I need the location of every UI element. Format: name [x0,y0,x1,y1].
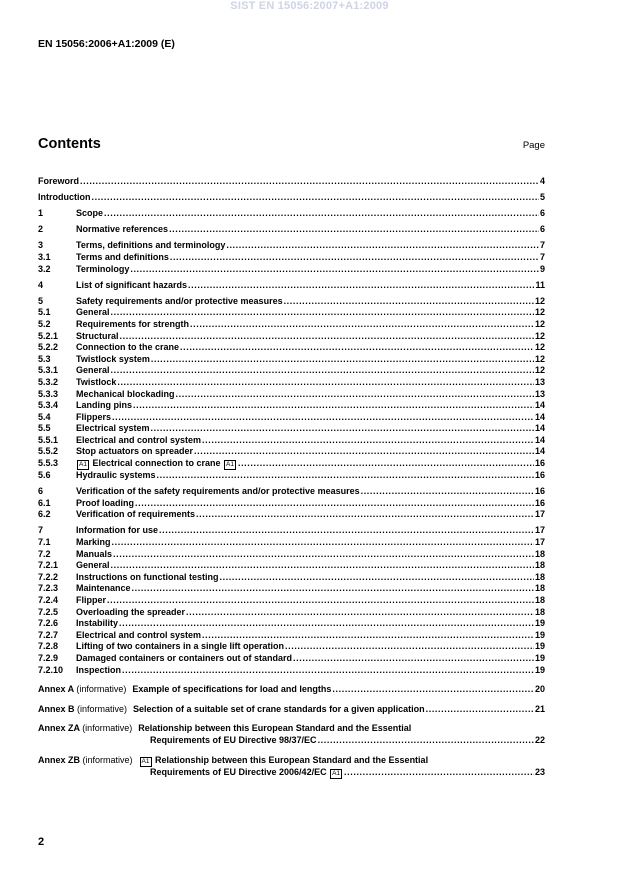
dot-leader [119,618,534,630]
dot-leader [112,412,534,424]
toc-title: Electrical and control system [76,629,202,640]
toc-page: 5 [539,192,545,203]
page-column-label: Page [522,140,545,151]
toc-entry-foreword[interactable] [38,176,545,188]
toc-title: Connection to the crane [76,342,180,353]
annex-title: Selection of a suitable set of crane standards for a given application [133,703,425,714]
toc-page: 6 [539,224,545,235]
toc-entry[interactable] [38,470,545,482]
toc-entry[interactable] [38,525,545,537]
toc-page: 14 [534,400,545,411]
toc-entry[interactable] [38,296,545,308]
toc-page: 7 [539,240,545,251]
toc-title: Verification of requirements [76,509,196,520]
toc-entry[interactable] [38,435,545,447]
annex-id: Annex B [38,703,75,714]
toc-title: Introduction [38,192,91,203]
dot-leader [132,583,534,595]
toc-number: 5.5 [38,423,51,434]
toc-entry[interactable] [38,208,545,220]
dot-leader [285,641,534,653]
toc-number: 1 [38,208,44,219]
dot-leader [188,280,534,292]
toc-entry[interactable] [38,264,545,276]
toc-number: 5.1 [38,307,51,318]
dot-leader [92,192,539,204]
toc-title: Manuals [76,548,113,559]
dot-leader [202,435,534,447]
dot-leader [180,342,534,354]
toc-page: 19 [534,618,545,629]
annex-title-wrap [139,755,429,767]
toc-title: Overloading the spreader [76,606,186,617]
toc-page: 12 [534,318,545,329]
annex-kind: (informative) [82,754,133,765]
dot-leader [332,684,534,696]
annex-line [38,735,545,747]
toc-title: Foreword [38,176,80,186]
toc-number: 5.3.3 [38,388,59,399]
toc-title: Twistlock [76,376,117,387]
toc-title: Safety requirements and/or protective measures [76,295,283,306]
toc-title: Twistlock system [76,353,150,364]
annex-label [38,755,133,767]
toc-page: 14 [534,423,545,434]
annex-line [38,723,545,735]
toc-entry[interactable] [38,240,545,252]
toc-entry[interactable] [38,224,545,236]
toc-page: 16 [534,458,545,469]
toc-number: 6.1 [38,497,51,508]
dot-leader [361,486,534,498]
annex-line [38,684,545,696]
toc-entry[interactable] [38,583,545,595]
toc-number: 7 [38,525,44,536]
toc-page: 12 [534,307,545,318]
amendment-end-icon: A1 [226,461,234,469]
dot-leader [190,319,534,331]
annex-title: Example of specifications for load and lengths [132,684,332,695]
toc-page: 4 [539,176,545,186]
toc-title: Hydraulic systems [76,470,156,481]
toc-entry[interactable] [38,641,545,653]
toc-number: 6.2 [38,509,51,520]
toc-number: 5.6 [38,470,51,481]
toc-title: Electrical connection to crane [92,458,221,469]
toc-number: 7.2.7 [38,629,59,640]
dot-leader [111,560,534,572]
toc-entry[interactable] [38,458,545,470]
toc-number: 7.2.2 [38,571,59,582]
toc-entry[interactable] [38,665,545,677]
toc-title: Marking [76,537,111,548]
toc-number: 5.4 [38,411,51,422]
toc-page: 23 [534,766,545,777]
dot-leader [135,498,534,510]
toc-entry[interactable] [38,595,545,607]
toc-title: Instructions on functional testing [76,571,219,582]
toc-title: Damaged containers or containers out of standard [76,652,293,663]
toc-page: 16 [534,497,545,508]
toc-entry[interactable] [38,630,545,642]
toc-page: 12 [534,353,545,364]
toc-page: 14 [534,434,545,445]
toc-page: 13 [534,388,545,399]
dot-leader [194,446,534,458]
toc-title: Terms, definitions and terminology [76,240,226,251]
annex-line [38,767,545,779]
toc-title: Normative references [76,224,169,235]
toc-entry[interactable] [38,446,545,458]
annex-id: Annex ZB [38,754,81,765]
toc-entry[interactable] [38,377,545,389]
toc-title: Instability [76,618,119,629]
toc-page: 19 [534,641,545,652]
dot-leader [426,704,534,716]
toc-entry[interactable] [38,549,545,561]
dot-leader [293,653,534,665]
annex-title-cont: Requirements of EU Directive 98/37/EC [150,734,317,745]
dot-leader [130,264,539,276]
annex-title-wrap [133,704,425,716]
toc-number: 5.2.2 [38,342,59,353]
toc-title: Stop actuators on spreader [76,446,194,457]
annex-title-wrap [150,767,343,779]
toc-page: 18 [534,548,545,559]
toc-page: 18 [534,606,545,617]
toc-annex-entry[interactable] [38,723,545,746]
toc-entry[interactable] [38,365,545,377]
toc-title: Flipper [76,595,107,605]
toc-entry-introduction[interactable] [38,192,545,204]
toc-entry[interactable] [38,618,545,630]
toc-number: 7.2 [38,548,51,559]
dot-leader [170,252,539,264]
toc-number: 7.2.5 [38,606,59,617]
toc-entry[interactable] [38,307,545,319]
toc-title: Terminology [76,263,130,274]
toc-entry[interactable] [38,354,545,366]
toc-number: 5.5.2 [38,446,59,457]
toc-entry[interactable] [38,412,545,424]
dot-leader [107,595,534,607]
dot-leader [159,525,534,537]
toc-page: 19 [534,629,545,640]
annex-title: Relationship between this European Standard and the Essential [138,723,412,734]
dot-leader [133,400,534,412]
toc-page: 14 [534,446,545,457]
annex-kind: (informative) [77,703,128,714]
dot-leader [186,607,534,619]
toc-entry[interactable] [38,607,545,619]
toc-page: 20 [534,684,545,695]
dot-leader [151,423,534,435]
annex-label [38,684,126,696]
annex-kind: (informative) [82,723,133,734]
toc-number: 3 [38,240,44,251]
table-of-contents [38,176,545,779]
toc-entry[interactable] [38,389,545,401]
toc-page: 14 [534,411,545,422]
toc-entry[interactable] [38,342,545,354]
toc-page: 16 [534,470,545,481]
dot-leader [344,767,534,779]
toc-number: 5.3.1 [38,365,59,376]
toc-number: 7.2.6 [38,618,59,629]
toc-page: 13 [534,376,545,387]
toc-number: 7.2.9 [38,652,59,663]
toc-page: 18 [534,571,545,582]
dot-leader [226,240,539,252]
toc-entry[interactable] [38,280,545,292]
annex-kind: (informative) [76,684,127,695]
toc-entry[interactable] [38,331,545,343]
toc-title: Terms and definitions [76,251,169,262]
toc-entry[interactable] [38,653,545,665]
dot-leader [104,208,539,220]
toc-number: 7.2.8 [38,641,59,652]
toc-number: 5.5.3 [38,458,59,469]
toc-entry[interactable] [38,423,545,435]
toc-page: 19 [534,652,545,663]
amendment-end-icon: A1 [332,769,341,777]
toc-annexes [38,684,545,778]
toc-number: 7.2.10 [38,664,64,675]
toc-title: Verification of the safety requirements and/or protective measures [76,486,360,497]
toc-page: 12 [534,365,545,376]
contents-title: Contents [38,136,101,152]
toc-page: 17 [534,509,545,520]
toc-page: 18 [534,583,545,594]
dot-leader [117,377,534,389]
toc-entry[interactable] [38,252,545,264]
toc-title: Inspection [76,664,122,675]
toc-title-amended [76,458,237,470]
toc-number: 4 [38,279,44,290]
toc-title: Structural [76,330,119,341]
toc-title: Requirements for strength [76,318,190,329]
annex-title: Relationship between this European Standard and the Essential [155,754,429,765]
toc-number: 5.2.1 [38,330,59,341]
annex-label [38,704,127,716]
toc-entry[interactable] [38,498,545,510]
toc-entry[interactable] [38,537,545,549]
dot-leader [113,549,534,561]
dot-leader [284,296,534,308]
toc-annex-entry[interactable] [38,755,545,779]
toc-page: 11 [535,279,545,290]
toc-page: 7 [539,251,545,262]
toc-entry[interactable] [38,400,545,412]
dot-leader [111,365,534,377]
dot-leader [80,176,539,188]
toc-entry[interactable] [38,509,545,521]
toc-page: 12 [534,330,545,341]
toc-title: List of significant hazards [76,279,188,290]
dot-leader [176,389,534,401]
toc-page: 6 [539,208,545,219]
toc-page: 22 [534,734,545,745]
amendment-start-icon: A1 [141,757,150,765]
toc-number: 7.2.3 [38,583,59,594]
annex-title-wrap [138,723,411,735]
toc-entry[interactable] [38,486,545,498]
toc-number: 5 [38,295,44,306]
annex-title-wrap [150,735,317,747]
toc-title: General [76,365,110,376]
toc-page: 19 [534,664,545,675]
annex-label [38,723,132,735]
dot-leader [120,331,534,343]
dot-leader [157,470,534,482]
toc-title: Maintenance [76,583,131,594]
toc-title: Proof loading [76,497,134,508]
toc-number: 5.5.1 [38,434,59,445]
toc-title: Electrical system [76,423,150,434]
toc-entry[interactable] [38,319,545,331]
annex-id: Annex ZA [38,723,80,734]
toc-page: 17 [534,537,545,548]
dot-leader [196,509,534,521]
toc-title: Flippers [76,411,112,422]
toc-annex-entry[interactable] [38,684,545,696]
annex-id: Annex A [38,684,74,695]
amendment-start-icon: A1 [79,461,87,469]
toc-number: 5.3.4 [38,400,59,411]
dot-leader [122,665,534,677]
toc-annex-entry[interactable] [38,704,545,716]
toc-entry[interactable] [38,560,545,572]
toc-title: General [76,560,110,571]
toc-page: 12 [534,295,545,306]
toc-page: 18 [534,560,545,571]
page-number: 2 [38,836,45,848]
toc-page: 9 [539,263,545,274]
dot-leader [112,537,534,549]
toc-title: Scope [76,208,104,219]
dot-leader [169,224,539,236]
toc-page: 18 [534,595,545,605]
dot-leader [220,572,534,584]
toc-page: 17 [534,525,545,536]
toc-title: Information for use [76,525,159,536]
toc-page: 21 [534,703,545,714]
toc-number: 5.2 [38,318,51,329]
toc-number: 5.3 [38,353,51,364]
toc-number: 3.2 [38,263,51,274]
dot-leader [151,354,534,366]
watermark: SIST EN 15056:2007+A1:2009 [230,0,389,12]
dot-leader [111,307,534,319]
toc-page: 12 [534,342,545,353]
toc-page: 16 [534,486,545,497]
toc-number: 2 [38,224,44,235]
dot-leader [202,630,534,642]
toc-number: 5.3.2 [38,376,59,387]
annex-title-cont: Requirements of EU Directive 2006/42/EC [150,766,327,777]
annex-line [38,755,545,767]
toc-number: 7.2.4 [38,595,59,605]
toc-title: Lifting of two containers in a single lift operation [76,641,285,652]
dot-leader [318,735,534,747]
toc-sections [38,208,545,676]
document-id: EN 15056:2006+A1:2009 (E) [38,38,175,50]
annex-title-wrap [132,684,331,696]
toc-number: 6 [38,486,44,497]
toc-preamble [38,176,545,204]
toc-title: General [76,307,110,318]
toc-entry[interactable] [38,572,545,584]
toc-number: 7.2.1 [38,560,59,571]
toc-title: Electrical and control system [76,434,202,445]
annex-line [38,704,545,716]
toc-number: 7.1 [38,537,51,548]
toc-title: Mechanical blockading [76,388,175,399]
toc-title: Landing pins [76,400,132,411]
dot-leader [238,458,534,470]
toc-number: 3.1 [38,251,51,262]
